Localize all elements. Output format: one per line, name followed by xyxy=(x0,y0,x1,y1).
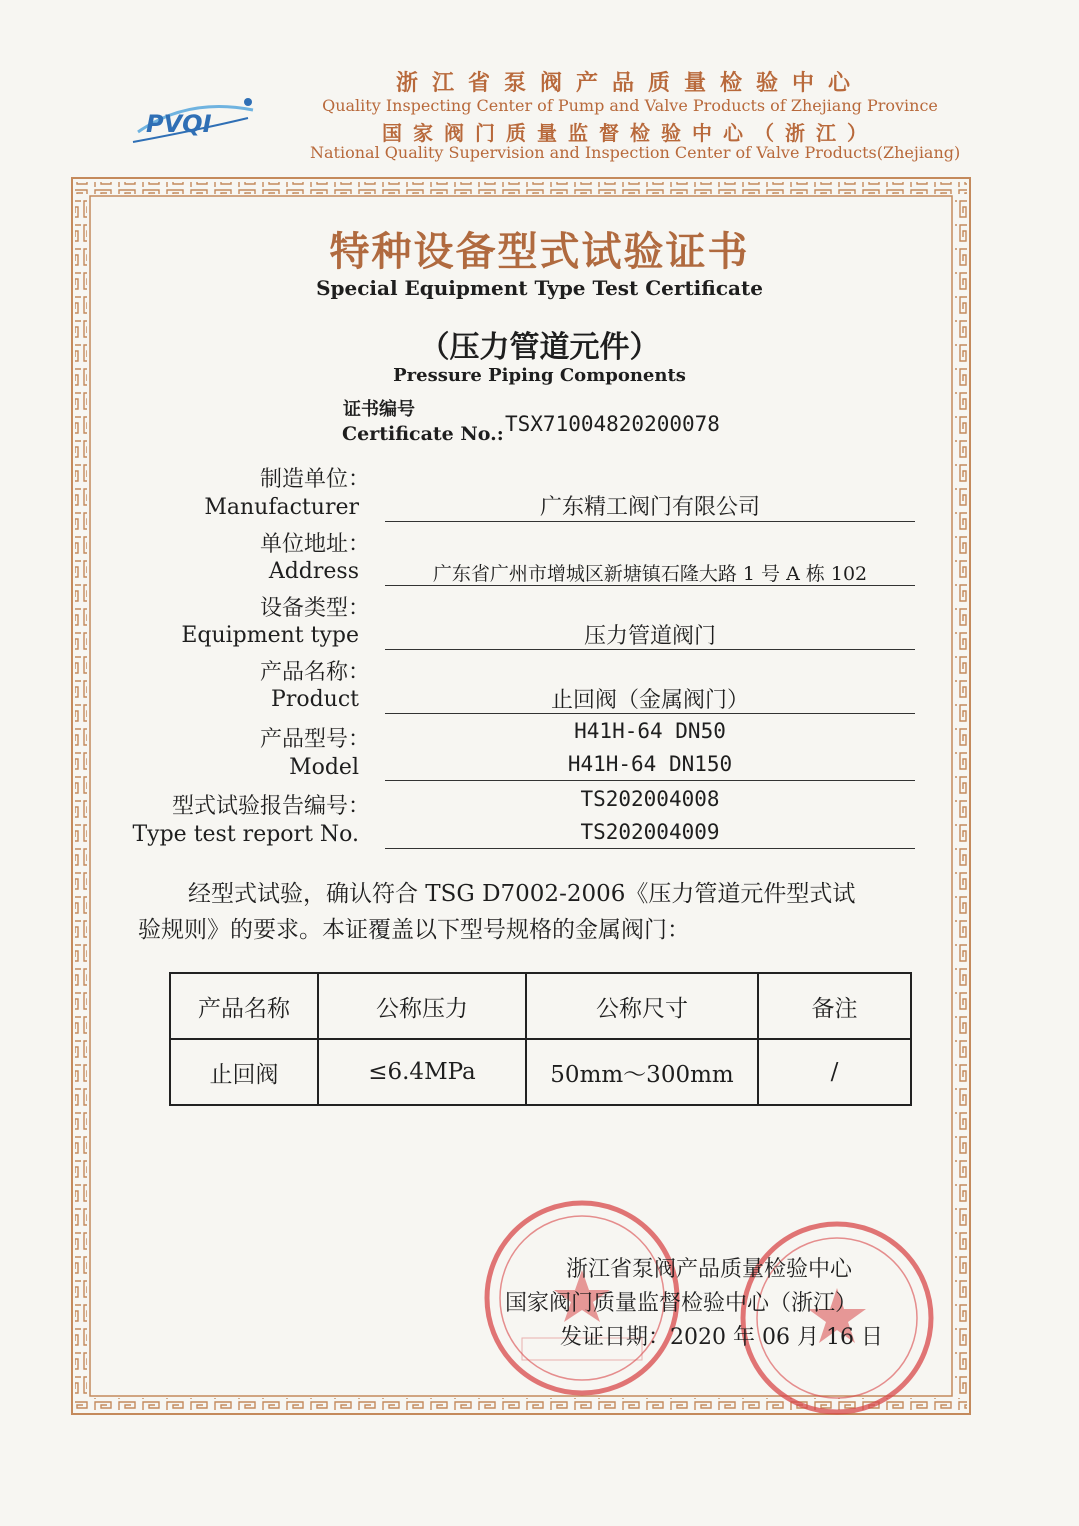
model-underline xyxy=(385,780,915,781)
certificate-number: TSX71004820200078 xyxy=(505,412,720,436)
address-label-cn: 单位地址： xyxy=(259,532,370,557)
table-header-cell: 备注 xyxy=(758,973,911,1039)
table-cell: 止回阀 xyxy=(170,1039,318,1105)
table-cell: ≤6.4MPa xyxy=(318,1039,526,1105)
product-label-en: Product xyxy=(271,687,359,712)
coverage-table xyxy=(169,972,912,1106)
compliance-statement-line1: 经型式试验，确认符合 TSG D7002-2006《压力管道元件型式试 xyxy=(188,881,856,907)
pvqi-logo xyxy=(128,92,263,152)
certificate-number-label-en: Certificate No.: xyxy=(342,423,504,445)
table-header-cell: 公称压力 xyxy=(318,973,526,1039)
manufacturer-label-en: Manufacturer xyxy=(204,495,359,520)
table-cell: / xyxy=(758,1039,911,1105)
model-label-en: Model xyxy=(289,755,359,780)
manufacturer-value: 广东精工阀门有限公司 xyxy=(539,495,760,520)
table-row xyxy=(170,1039,911,1105)
table-header-cell: 公称尺寸 xyxy=(526,973,758,1039)
model-value-2: H41H-64 DN150 xyxy=(567,752,733,776)
certificate-number-label-cn: 证书编号 xyxy=(343,399,415,420)
address-value: 广东省广州市增城区新塘镇石隆大路 1 号 A 栋 102 xyxy=(432,563,868,585)
equipment-type-value: 压力管道阀门 xyxy=(583,624,716,649)
report-no-value-2: TS202004009 xyxy=(580,820,720,844)
table-header-row xyxy=(170,973,911,1039)
svg-text:PVQI: PVQI xyxy=(146,110,212,138)
product-label-cn: 产品名称： xyxy=(259,660,370,685)
supervision-center-seal xyxy=(732,1218,942,1418)
issuer-national-center-cn: 国家阀门质量监督检验中心（浙江） xyxy=(505,1291,858,1316)
header-national-center-en: National Quality Supervision and Inspection Center of Valve Products(Zhejiang) xyxy=(310,143,961,162)
report-no-value-1: TS202004008 xyxy=(580,787,720,811)
header-center-name-en: Quality Inspecting Center of Pump and Valve Products of Zhejiang Province xyxy=(322,96,938,115)
header-center-name-cn: 浙江省泵阀产品质量检验中心 xyxy=(395,70,864,96)
header-national-center-cn: 国家阀门质量监督检验中心（浙江） xyxy=(382,121,878,145)
manufacturer-underline xyxy=(385,521,915,522)
certificate-title-cn: 特种设备型式试验证书 xyxy=(329,228,750,275)
model-value-1: H41H-64 DN50 xyxy=(574,719,726,743)
certificate-subtitle-cn: （压力管道元件） xyxy=(419,330,660,365)
product-underline xyxy=(385,713,915,714)
compliance-statement-line2: 验规则》的要求。本证覆盖以下型号规格的金属阀门： xyxy=(138,917,690,943)
report-no-label-en: Type test report No. xyxy=(132,822,359,847)
equipment-type-label-cn: 设备类型： xyxy=(259,596,370,621)
table-cell: 50mm～300mm xyxy=(526,1039,758,1105)
certificate-title-en: Special Equipment Type Test Certificate xyxy=(316,276,763,300)
manufacturer-label-cn: 制造单位： xyxy=(259,467,370,492)
address-label-en: Address xyxy=(268,559,359,584)
certificate-subtitle-en: Pressure Piping Components xyxy=(393,365,686,386)
address-underline xyxy=(385,585,915,586)
product-value: 止回阀（金属阀门） xyxy=(550,688,749,713)
report-no-underline xyxy=(385,848,915,849)
issue-date: 发证日期：2020 年 06 月 16 日 xyxy=(560,1325,883,1350)
compliance-statement xyxy=(138,876,918,948)
equipment-type-underline xyxy=(385,649,915,650)
equipment-type-label-en: Equipment type xyxy=(181,623,359,648)
report-no-label-cn: 型式试验报告编号： xyxy=(171,794,370,819)
issuer-name-cn: 浙江省泵阀产品质量检验中心 xyxy=(566,1257,853,1282)
certificate-header xyxy=(0,0,1079,175)
table-header-cell: 产品名称 xyxy=(170,973,318,1039)
model-label-cn: 产品型号： xyxy=(259,727,370,752)
